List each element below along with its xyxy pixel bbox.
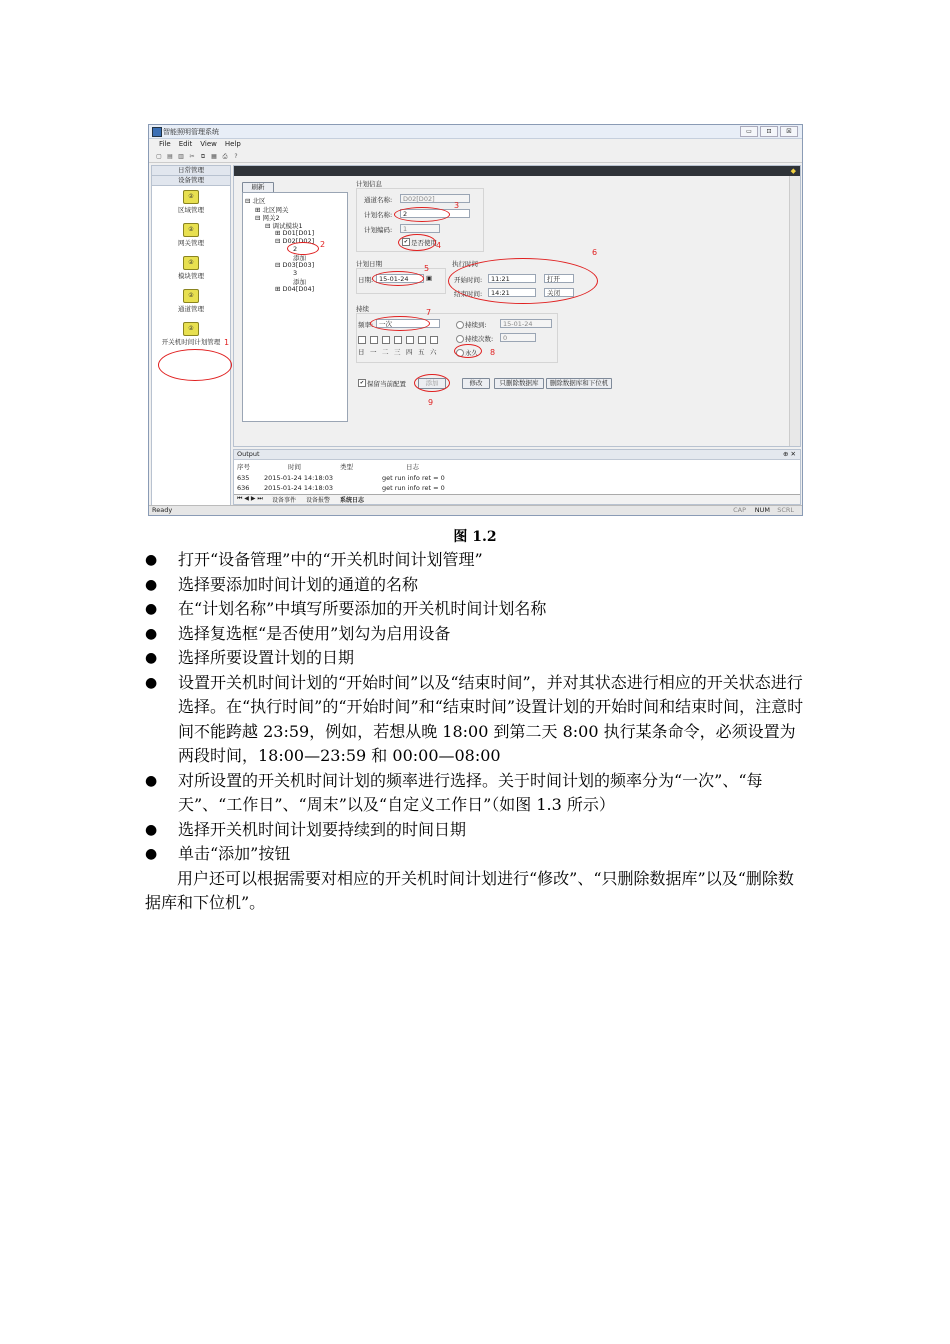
annotation-number-4: 4 [436,241,442,250]
keep-config-label: 保留当前配置 [367,380,406,388]
step-item: ● 选择开关机时间计划要持续到的时间日期 [145,818,809,843]
col-header-id: 序号 [237,463,250,471]
app-screenshot [148,124,803,516]
annotation-ellipse-2 [287,242,319,255]
plan-date-title: 计划日期 [356,260,382,268]
step-item: ● 单击“添加”按钮 [145,842,809,867]
add-button[interactable]: 添加 [418,378,446,389]
times-field: 0 [500,333,536,342]
annotation-ellipse-8 [454,344,482,358]
times-label: 持续次数: [465,335,494,343]
annotation-number-6: 6 [592,248,598,257]
output-panel [233,449,801,505]
step-item: ● 对所设置的开关机时间计划的频率进行选择。关于时间计划的频率分为“一次”、“每天”、“工作日”、“周末”以及“自定义工作日”（如图 1.3 所示） [145,769,809,818]
until-label: 持续到: [465,321,487,329]
weekday-checkbox-thu[interactable] [406,336,414,344]
print-icon[interactable]: ⎙ [222,152,228,160]
delete-all-button[interactable]: 删除数据库和下位机 [546,378,612,389]
annotation-number-1: 1 [224,338,230,347]
tree-node[interactable]: ⊟ 网关2 [255,214,280,222]
frequency-select[interactable]: 一次 [376,319,440,328]
step-item: ● 选择复选框“是否使用”划勾为启用设备 [145,622,809,647]
date-input[interactable]: 15-01-24 [376,274,424,283]
status-bar [149,505,802,515]
instructions [145,548,809,916]
menu-edit[interactable]: Edit [178,140,193,148]
weekday-label: 四 [406,348,413,356]
tree-node[interactable]: 2 [293,245,298,253]
annotation-ellipse-4 [398,234,436,251]
delete-db-button[interactable]: 只删除数据库 [494,378,544,389]
annotation-ellipse-3 [394,207,450,222]
tab-system-log[interactable]: 系统日志 [340,497,365,504]
refresh-button[interactable]: 刷新 [242,182,274,193]
end-state-select[interactable]: 关闭 [544,288,574,297]
help-icon[interactable]: ? [234,152,238,160]
step-item: ● 在“计划名称”中填写所要添加的开关机时间计划名称 [145,597,809,622]
nav-item-gateway[interactable] [152,223,230,252]
plan-code-field: 1 [400,224,440,233]
plan-code-label: 计划编码: [364,226,393,234]
step-item: ● 打开“设备管理”中的“开关机时间计划管理” [145,548,809,573]
tree-node[interactable]: 3 [293,269,298,277]
annotation-number-5: 5 [424,264,430,273]
weekday-checkbox-fri[interactable] [418,336,426,344]
channel-icon: ② [183,289,199,303]
weekday-checkbox-mon[interactable] [370,336,378,344]
copy-icon[interactable]: ⧉ [200,152,206,160]
weekday-label: 三 [394,348,401,356]
nav-item-label: 模块管理 [178,272,204,280]
weekday-label: 一 [370,348,377,356]
channel-field: D02[D02] [400,194,470,203]
status-scrl: SCRL [777,506,794,514]
nav-item-label: 开关机时间计划管理 [161,338,221,346]
output-pin-close[interactable]: ⊕ ✕ [783,450,796,458]
col-header-log: 日志 [406,463,419,471]
weekday-checkbox-wed[interactable] [394,336,402,344]
window-title: 智能照明管理系统 [163,128,219,136]
modify-button[interactable]: 修改 [462,378,490,389]
duration-title: 持续 [356,305,369,313]
start-time-input[interactable]: 11:21 [488,274,536,283]
tree-node[interactable]: ⊟ D03[D03] [275,261,315,269]
menu-bar [149,139,802,150]
annotation-ellipse-1 [158,349,232,381]
calendar-icon[interactable]: ▣ [426,274,433,282]
status-num: NUM [754,506,770,514]
start-state-select[interactable]: 打开 [544,274,574,283]
until-date-field: 15-01-24 [500,319,552,328]
nav-item-label: 通道管理 [178,305,204,313]
annotation-number-2: 2 [320,240,326,249]
pin-icon[interactable]: ◆ [790,167,796,175]
nav-item-label: 网关管理 [178,239,204,247]
log-row-time: 2015-01-24 14:18:03 [264,474,334,482]
figure-caption: 图 1.2 [453,529,497,545]
tree-node[interactable]: ⊞ D04[D04] [275,285,315,293]
enable-checkbox[interactable]: ✔ [403,239,409,245]
toolbar [149,151,802,163]
tab-device-alarms[interactable]: 设备报警 [306,497,331,504]
menu-help[interactable]: Help [224,140,241,148]
nav-section-daily[interactable]: 日常管理 [152,166,230,176]
status-cap: CAP [733,506,746,514]
plan-name-input[interactable]: 2 [400,209,470,218]
nav-item-channel[interactable] [152,289,230,318]
step-item: ● 选择要添加时间计划的通道的名称 [145,573,809,598]
minimize-button[interactable]: ▭ [740,126,758,137]
weekday-label: 日 [358,348,365,356]
end-time-label: 结束时间: [454,290,483,298]
tree-node[interactable]: 添加 [293,254,306,262]
log-row-id: 636 [237,484,250,492]
paste-icon[interactable]: ▦ [211,152,217,160]
save-icon[interactable]: ▥ [178,152,184,160]
keep-config-checkbox[interactable]: ✔ [359,380,365,386]
left-nav-panel [151,165,231,509]
menu-file[interactable]: File [159,140,171,148]
annotation-number-8: 8 [490,348,496,357]
times-radio[interactable] [456,335,464,343]
tab-nav-arrows[interactable]: ⏮ ◀ ▶ ⏭ [237,495,263,502]
annotation-ellipse-5 [372,271,424,286]
tab-device-events[interactable]: 设备事件 [272,497,297,504]
weekday-checkbox-sun[interactable] [358,336,366,344]
col-header-time: 时间 [288,463,301,471]
plan-info-title: 计划信息 [356,180,382,188]
closing-paragraph: 用户还可以根据需要对相应的开关机时间计划进行“修改”、“只删除数据库”以及“删除数据库和下位机”。 [145,868,794,912]
gateway-icon: ② [183,223,199,237]
forever-label: 永久 [465,349,478,357]
new-icon[interactable]: ▢ [156,152,162,160]
annotation-ellipse-9 [414,374,450,392]
main-scrollbar[interactable] [789,176,800,446]
step-item: ● 选择所要设置计划的日期 [145,646,809,671]
start-time-label: 开始时间: [454,276,483,284]
annotation-number-9: 9 [428,398,434,407]
plan-name-label: 计划名称: [364,211,393,219]
log-row-text: get run info ret = 0 [382,484,445,492]
output-title: Output [237,450,260,458]
weekday-label: 二 [382,348,389,356]
weekday-checkbox-sat[interactable] [430,336,438,344]
weekday-checkbox-tue[interactable] [382,336,390,344]
title-bar [149,125,802,139]
annotation-number-3: 3 [454,201,460,210]
annotation-number-7: 7 [426,308,432,317]
step-item: ● 设置开关机时间计划的“开始时间”以及“结束时间”，并对其状态进行相应的开关状态进行选择。在“执行时间”的“开始时间”和“结束时间”设置计划的开始时间和结束时间，注意时间不能跨越 23:59，例如，若想从晚 18:00 到第二天 8:00 执行某条命令，必须设置为两段时间，18:00—23:59 和 00:00—08:00 [145,671,809,769]
date-label: 日期: [358,276,374,284]
channel-label: 通道名称: [364,196,393,204]
nav-item-schedule[interactable] [152,322,230,351]
annotation-ellipse-7 [370,316,430,331]
cut-icon[interactable]: ✂ [189,152,195,160]
weekday-label: 六 [430,348,437,356]
status-text: Ready [152,506,173,514]
step-list [145,548,809,867]
enable-label: 是否使用 [411,239,437,247]
app-icon [152,127,162,137]
tree-node[interactable]: ⊟ D02[D02] [275,237,315,245]
until-radio[interactable] [456,321,464,329]
device-tree [242,192,348,422]
end-time-input[interactable]: 14:21 [488,288,536,297]
log-row-id: 635 [237,474,250,482]
tree-node[interactable]: ⊟ 调试模块1 [265,222,303,230]
nav-item-area[interactable] [152,190,230,219]
nav-item-label: 区域管理 [178,206,204,214]
close-button[interactable]: ☒ [780,126,798,137]
col-header-type: 类型 [340,463,353,471]
nav-section-device[interactable]: 设备管理 [152,176,230,186]
tree-node[interactable]: ⊞ 北区网关 [255,206,289,214]
tree-node[interactable]: 添加 [293,278,306,286]
weekday-label: 五 [418,348,425,356]
log-row-time: 2015-01-24 14:18:03 [264,484,334,492]
tree-node[interactable]: ⊟ 北区 [245,197,266,205]
output-tabs [234,494,800,504]
menu-view[interactable]: View [200,140,217,148]
frequency-label: 频率: [358,321,374,329]
exec-time-title: 执行时间 [452,260,478,268]
schedule-icon: ② [183,322,199,336]
tree-node[interactable]: ⊞ D01[D01] [275,229,315,237]
log-row-text: get run info ret = 0 [382,474,445,482]
nav-item-module[interactable] [152,256,230,285]
main-panel [233,165,801,447]
module-icon: ② [183,256,199,270]
annotation-ellipse-6 [448,258,598,304]
area-icon: ② [183,190,199,204]
main-header [234,166,800,176]
open-icon[interactable]: ▤ [167,152,173,160]
schedule-form [234,176,790,446]
maximize-button[interactable]: ⊡ [760,126,778,137]
